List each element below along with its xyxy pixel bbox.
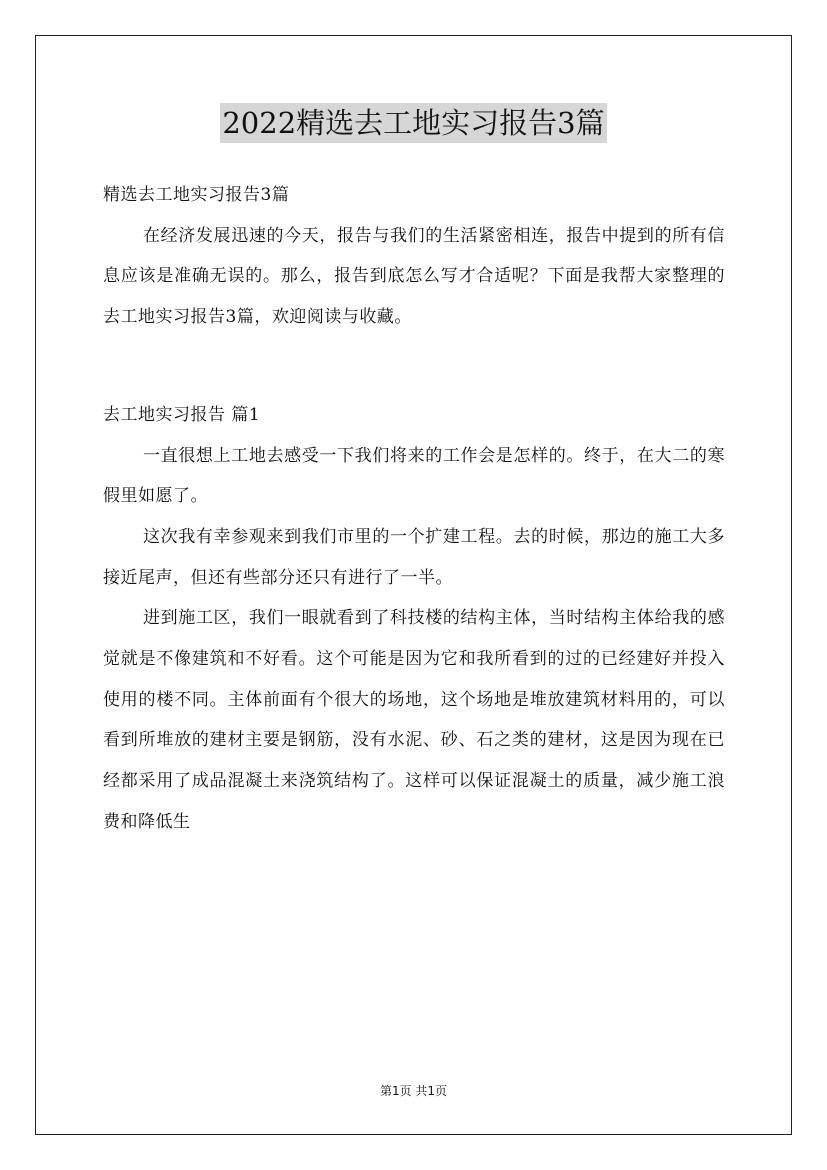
title-container: [0, 103, 827, 143]
document-title: 2022精选去工地实习报告3篇: [220, 103, 606, 143]
body-paragraph: 这次我有幸参观来到我们市里的一个扩建工程。去的时候，那边的施工大多接近尾声，但还有些部分还只有进行了一半。: [103, 526, 725, 588]
body-paragraph: 进到施工区，我们一眼就看到了科技楼的结构主体，当时结构主体给我的感觉就是不像建筑和不好看。这个可能是因为它和我所看到的过的已经建好并投入使用的楼不同。主体前面有个很大的场地，这个场地是堆放建筑材料用的，可以看到所堆放的建材主要是钢筋，没有水泥、砂、石之类的建材，这是因为现在已经都采用了成品混凝土来浇筑结构了。这样可以保证混凝土的质量，减少施工浪费和降低生: [103, 608, 725, 832]
document-subtitle: 精选去工地实习报告3篇: [103, 185, 290, 205]
section-heading: 去工地实习报告 篇1: [103, 404, 261, 425]
document-body: [103, 175, 725, 843]
section-spacer: [103, 338, 725, 378]
page-footer: 第1页 共1页: [379, 1084, 448, 1098]
body-paragraph: 一直很想上工地去感受一下我们将来的工作会是怎样的。终于，在大二的寒假里如愿了。: [103, 445, 725, 507]
intro-paragraph: 在经济发展迅速的今天，报告与我们的生活紧密相连，报告中提到的所有信息应该是准确无误的。那么，报告到底怎么写才合适呢？下面是我帮大家整理的去工地实习报告3篇，欢迎阅读与收藏。: [103, 225, 725, 328]
